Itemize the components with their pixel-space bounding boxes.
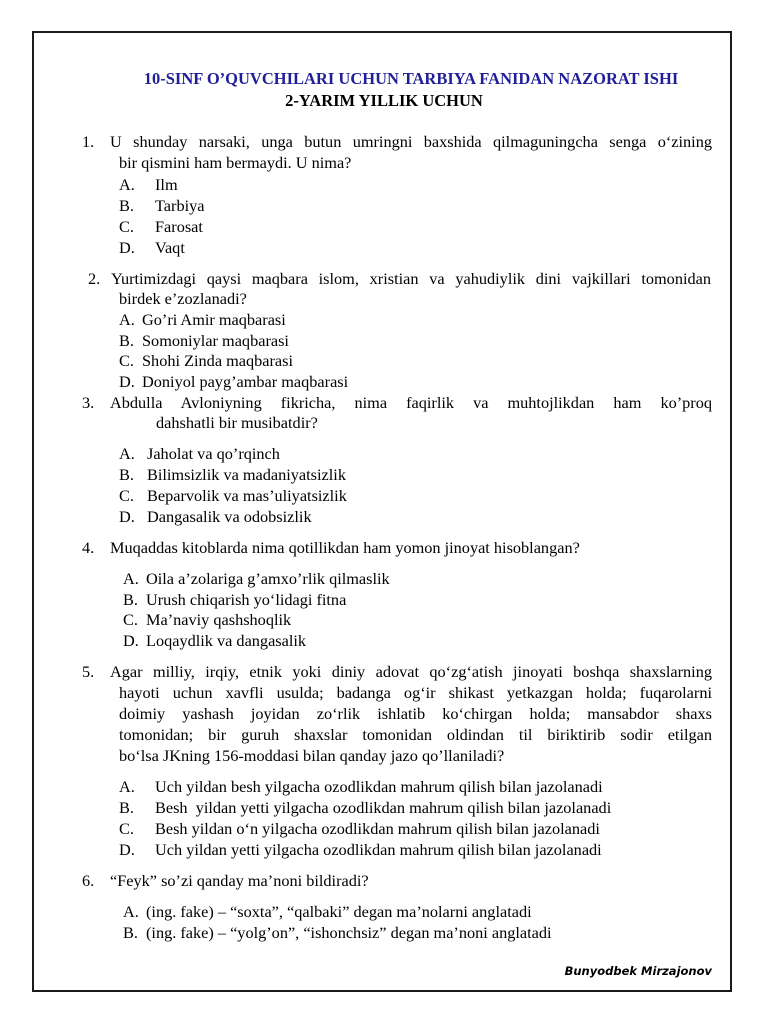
option-letter: D.	[119, 238, 135, 257]
question-text-line: bir qismini ham bermaydi. U nima?	[119, 153, 352, 172]
question-text-line: U shunday narsaki, unga butun umringni baxshida qilmaguningcha senga o‘zining	[110, 132, 712, 151]
question-text-line: Muqaddas kitoblarda nima qotillikdan ham yomon jinoyat hisoblangan?	[110, 538, 580, 557]
option-text: Besh yildan yetti yilgacha ozodlikdan mahrum qilish bilan jazolanadi	[155, 798, 612, 817]
option-text: (ing. fake) – “soxta”, “qalbaki” degan ma’nolarni anglatadi	[146, 902, 532, 921]
option-letter: B.	[123, 590, 138, 609]
author-signature: Bunyodbek Mirzajonov	[564, 964, 712, 978]
question-text-line: bo‘lsa JKning 156-moddasi bilan qanday jazo qo’llaniladi?	[119, 746, 505, 765]
option-text: Uch yildan besh yilgacha ozodlikdan mahrum qilish bilan jazolanadi	[155, 777, 603, 796]
option-text: Farosat	[155, 217, 203, 236]
option-text: Doniyol payg’ambar maqbarasi	[142, 372, 349, 391]
option-letter: B.	[119, 465, 134, 484]
option-text: Somoniylar maqbarasi	[142, 331, 289, 350]
question-text-line: tomonidan; bir guruh shaxslar tomonidan oldindan til biriktirib sodir etilgan	[119, 725, 712, 744]
option-text: Oila a’zolariga g’amxo’rlik qilmaslik	[146, 569, 390, 588]
option-letter: A.	[119, 310, 135, 329]
question-number: 1.	[82, 132, 95, 151]
option-text: Urush chiqarish yo‘lidagi fitna	[146, 590, 347, 609]
option-letter: C.	[119, 351, 134, 370]
option-text: Ma’naviy qashshoqlik	[146, 610, 292, 629]
option-text: Ilm	[155, 175, 178, 194]
option-text: Shohi Zinda maqbarasi	[142, 351, 294, 370]
question-text-line: hayoti uchun xavfli usulda; badanga og‘ir shikast yetkazgan holda; fuqarolarni	[119, 683, 712, 702]
option-text: Beparvolik va mas’uliyatsizlik	[147, 486, 347, 505]
question-number: 3.	[82, 393, 95, 412]
question-number: 5.	[82, 662, 95, 681]
question-text-line: birdek e’zozlanadi?	[119, 289, 247, 308]
document-subtitle: 2-YARIM YILLIK UCHUN	[285, 91, 483, 110]
option-text: Go’ri Amir maqbarasi	[142, 310, 286, 329]
question-number: 6.	[82, 871, 95, 890]
option-letter: C.	[119, 486, 134, 505]
option-letter: B.	[119, 331, 134, 350]
option-letter: B.	[119, 196, 134, 215]
option-text: Tarbiya	[155, 196, 205, 215]
option-text: (ing. fake) – “yolg’on”, “ishonchsiz” degan ma’noni anglatadi	[146, 923, 552, 942]
option-letter: D.	[119, 507, 135, 526]
option-text: Bilimsizlik va madaniyatsizlik	[147, 465, 346, 484]
option-text: Besh yildan o‘n yilgacha ozodlikdan mahrum qilish bilan jazolanadi	[155, 819, 600, 838]
option-text: Loqaydlik va dangasalik	[146, 631, 307, 650]
option-text: Uch yildan yetti yilgacha ozodlikdan mahrum qilish bilan jazolanadi	[155, 840, 602, 859]
question-text-line: “Feyk” so’zi qanday ma’noni bildiradi?	[110, 871, 369, 890]
option-letter: D.	[119, 372, 135, 391]
option-letter: A.	[119, 444, 135, 463]
question-text-line: doimiy yashash joyidan zo‘rlik ishlatib ko‘chirgan holda; mansabdor shaxs	[119, 704, 712, 723]
option-letter: B.	[123, 923, 138, 942]
question-number: 4.	[82, 538, 95, 557]
option-letter: A.	[123, 569, 139, 588]
option-letter: D.	[119, 840, 135, 859]
option-letter: C.	[119, 217, 134, 236]
question-text-line: dahshatli bir musibatdir?	[156, 413, 318, 432]
question-number: 2.	[88, 269, 101, 288]
question-text-line: Agar milliy, irqiy, etnik yoki diniy adovat qo‘zg‘atish jinoyati boshqa shaxslarning	[110, 662, 712, 681]
option-letter: A.	[123, 902, 139, 921]
question-text-line: Yurtimizdagi qaysi maqbara islom, xristian va yahudiylik dini vajkillari tomonidan	[111, 269, 711, 288]
option-text: Vaqt	[155, 238, 185, 257]
question-text-line: Abdulla Avloniyning fikricha, nima faqirlik va muhtojlikdan ham ko’proq	[110, 393, 712, 412]
option-text: Jaholat va qo’rqinch	[147, 444, 280, 463]
option-letter: C.	[123, 610, 138, 629]
option-letter: B.	[119, 798, 134, 817]
option-text: Dangasalik va odobsizlik	[147, 507, 312, 526]
option-letter: A.	[119, 175, 135, 194]
option-letter: D.	[123, 631, 139, 650]
option-letter: A.	[119, 777, 135, 796]
document-title: 10-SINF O’QUVCHILARI UCHUN TARBIYA FANIDAN NAZORAT ISHI	[143, 69, 679, 88]
option-letter: C.	[119, 819, 134, 838]
